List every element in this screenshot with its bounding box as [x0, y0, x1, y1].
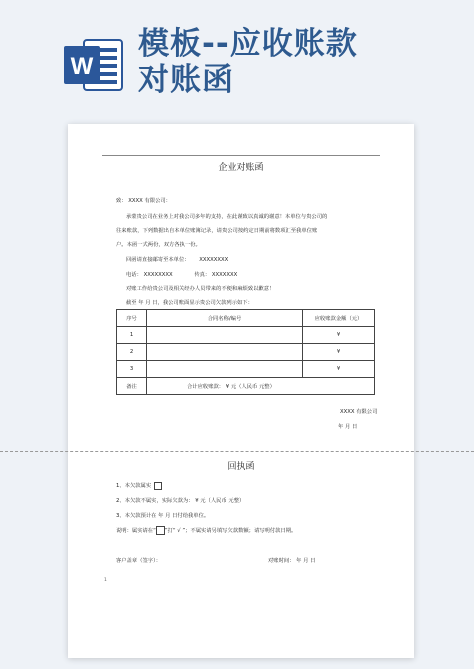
para1-line2: 往来账款，下列数据出自本单位账簿记录，请贵公司按约定日期前将数项汇至我单位账: [116, 228, 318, 234]
reply-item3: 3、本欠款预计在 年 月 日付给我单位。: [116, 513, 210, 519]
reply-address: [126, 255, 228, 263]
signer-company: XXXX 有限公司: [340, 409, 378, 415]
table-row: [117, 344, 375, 361]
reply-note-rest: ”打“ √ ”；不属实请另填写欠款数额；请写明付款日期。: [164, 528, 297, 534]
doc-title: 企业对账函: [218, 163, 264, 173]
to-line: 致： XXXX 有限公司：: [116, 198, 171, 204]
top-rule: [102, 155, 380, 156]
reply-note-prefix: 说明：属实请在“: [116, 528, 156, 534]
reply-item1: [116, 481, 163, 490]
reply-note: [116, 526, 296, 535]
table-row: [117, 327, 375, 344]
logo-letter: W: [70, 53, 94, 80]
tel-value: XXXXXXXX: [143, 272, 173, 278]
tel-label: 电话：: [126, 272, 142, 278]
confirm-checkbox[interactable]: [154, 482, 162, 490]
reply-title: 回执函: [227, 462, 255, 472]
apology-line: 对账工作给贵公司及相关经办人员带来的不便和麻烦致以歉意！: [126, 286, 275, 292]
reply-item1-label: 1、本欠款属实: [116, 483, 152, 489]
remark-label: 备注: [117, 378, 147, 395]
para1-line3: 户。本函一式两份，双方各执一份。: [116, 242, 201, 248]
page-title: [138, 26, 358, 98]
row-amount[interactable]: ¥: [303, 327, 375, 344]
table-row: [117, 361, 375, 378]
reconcile-time: 对账时间： 年 月 日: [268, 558, 316, 564]
row-contract[interactable]: [147, 361, 303, 378]
fax-label: 传真：: [194, 272, 211, 278]
row-contract[interactable]: [147, 344, 303, 361]
receivables-table: [116, 309, 375, 395]
cutoff-line: 截至 年 月 日，我公司账面显示贵公司欠款列示如下：: [126, 300, 253, 306]
reply-address-value: XXXXXXXX: [199, 257, 229, 263]
header-amount: 应收账款金额（元）: [303, 310, 375, 327]
page-title-line2: 对账函: [138, 62, 234, 98]
customer-seal: 客户盖章（签字）：: [116, 558, 162, 564]
fax-value: XXXXXXX: [211, 272, 238, 278]
contact-line: [126, 270, 237, 278]
mark-box-icon: [156, 526, 165, 535]
row-no: 2: [117, 344, 147, 361]
row-no: 3: [117, 361, 147, 378]
sign-date: 年 月 日: [338, 424, 358, 430]
document-page: [68, 124, 414, 658]
table-header-row: [117, 310, 375, 327]
header-no: 序号: [117, 310, 147, 327]
row-contract[interactable]: [147, 327, 303, 344]
reply-item2: 2、本欠款不属实，实际欠款为： ¥ 元（人民币 元整）: [116, 498, 245, 504]
row-amount[interactable]: ¥: [303, 344, 375, 361]
reply-address-label: 回函请直接邮寄至本单位：: [126, 257, 190, 263]
para1-line1: 承蒙贵公司在业务上对我公司多年的支持，在此谨致以真诚的谢意！本单位与贵公司的: [126, 214, 328, 220]
word-logo-icon: [62, 34, 124, 96]
page-title-line1: 模板--应收账款: [138, 26, 358, 62]
table-total-row: [117, 378, 375, 395]
page-number: 1: [104, 578, 107, 583]
cut-line-divider: [0, 451, 474, 452]
total-label: 合计应收账款： ¥ 元（人民币 元整）: [147, 378, 375, 395]
header-contract: 合同名称/编号: [147, 310, 303, 327]
row-no: 1: [117, 327, 147, 344]
row-amount[interactable]: ¥: [303, 361, 375, 378]
